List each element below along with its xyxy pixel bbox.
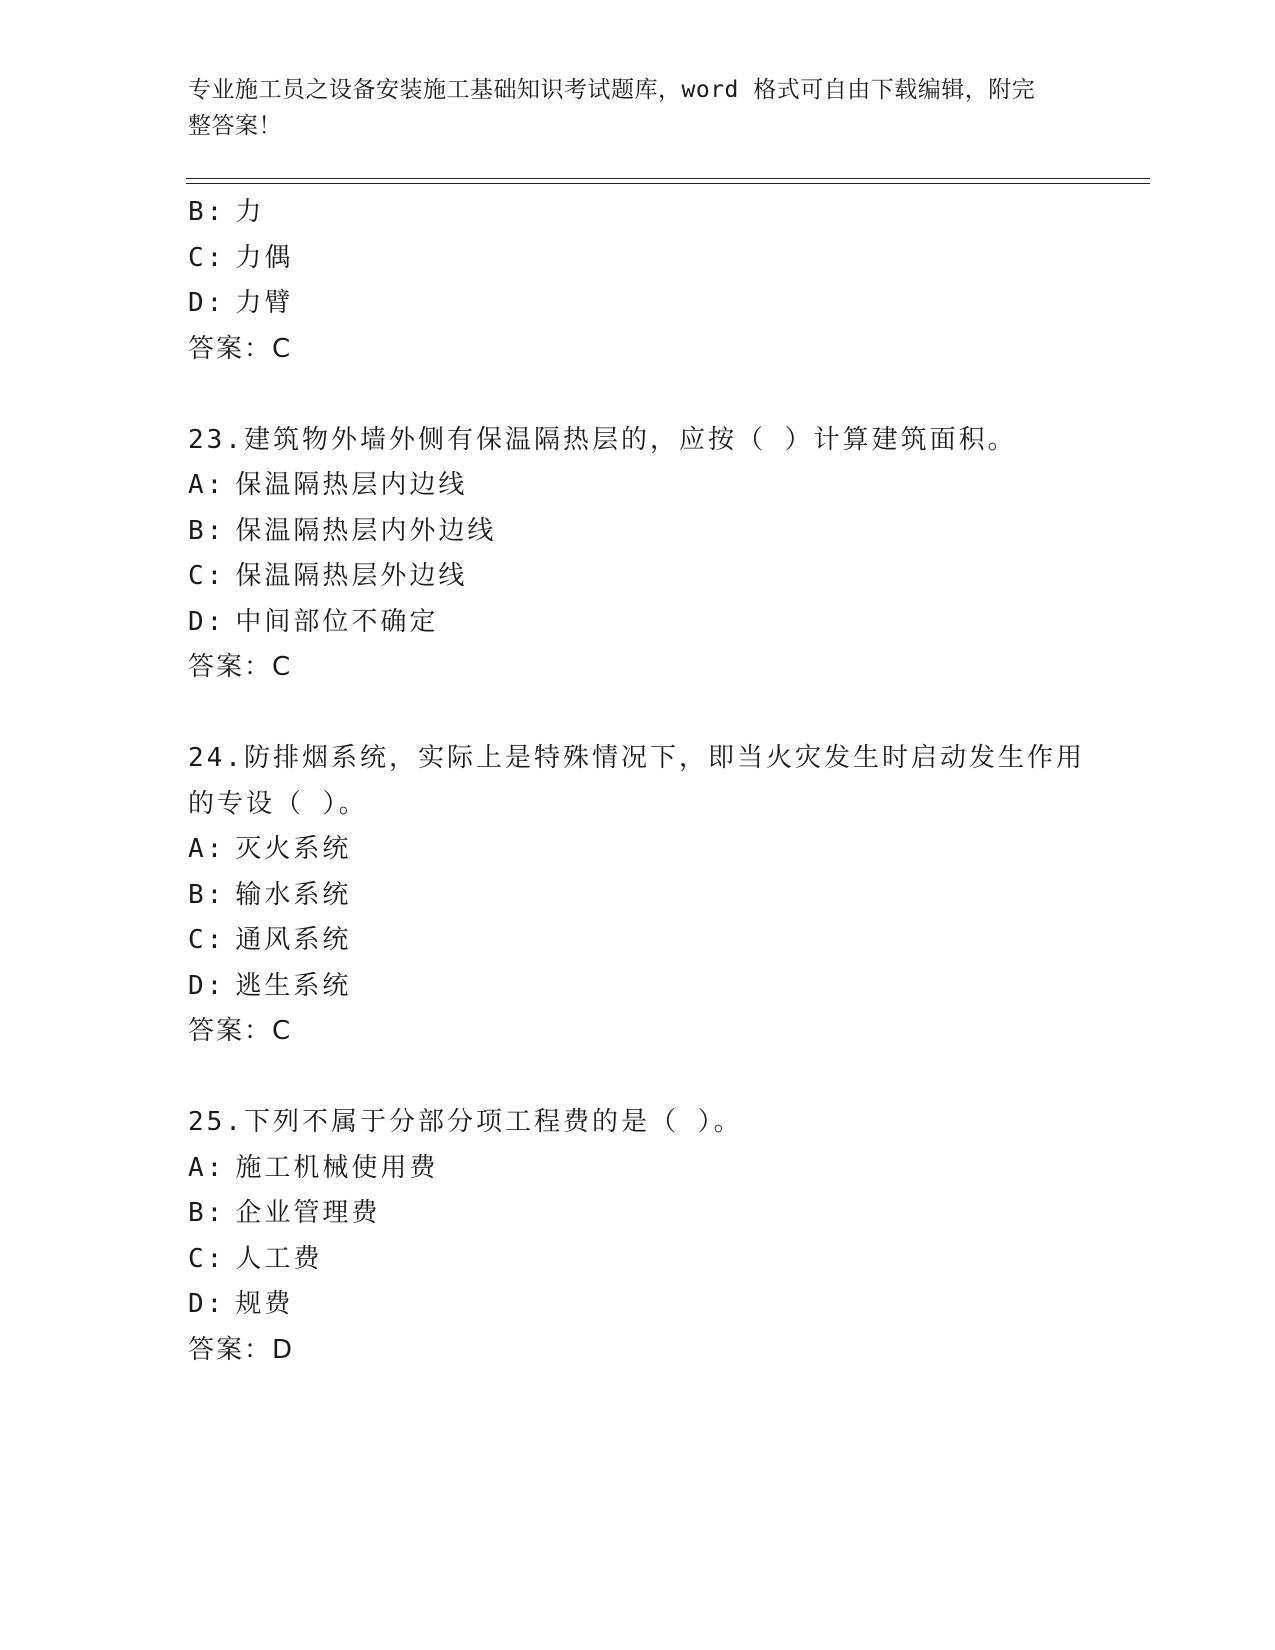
option-text: 企业管理费 [235, 1198, 381, 1228]
option-d [188, 1282, 1088, 1328]
option-text: 灭火系统 [235, 834, 352, 864]
header-line-2: 整答案！ [188, 113, 282, 139]
question-22-continued [188, 190, 1088, 372]
option-a [188, 1146, 1088, 1192]
option-label: B: [188, 1198, 226, 1228]
option-text: 逃生系统 [235, 970, 352, 1001]
question-text: 23.建筑物外墙外侧有保温隔热层的，应按（ ）计算建筑面积。 [188, 424, 1017, 455]
option-label: C: [188, 925, 226, 955]
option-d [188, 600, 1088, 646]
header-divider-bottom [186, 183, 1150, 184]
option-label: A: [188, 470, 226, 500]
option-text: 保温隔热层内边线 [235, 470, 468, 500]
option-b [188, 190, 1088, 236]
spacer [188, 1055, 1088, 1101]
question-25 [188, 1100, 1088, 1373]
document-header [188, 72, 1068, 144]
option-text: 中间部位不确定 [235, 606, 439, 637]
option-text: 施工机械使用费 [235, 1152, 439, 1183]
answer: 答案：C [188, 652, 293, 682]
option-label: D: [188, 288, 226, 318]
option-text: 力 [235, 197, 265, 227]
question-23 [188, 418, 1088, 691]
option-b [188, 1191, 1088, 1237]
option-label: C: [188, 1243, 226, 1274]
option-text: 输水系统 [235, 879, 352, 910]
option-b [188, 873, 1088, 919]
option-a [188, 463, 1088, 509]
option-label: D: [188, 606, 226, 637]
spacer [188, 691, 1088, 737]
option-c [188, 554, 1088, 600]
option-text: 力臂 [235, 288, 294, 318]
option-label: A: [188, 834, 226, 864]
option-label: B: [188, 879, 226, 910]
question-24 [188, 736, 1088, 1055]
option-d [188, 281, 1088, 327]
question-text: 25.下列不属于分部分项工程费的是（ ）。 [188, 1107, 743, 1137]
option-label: D: [188, 970, 226, 1001]
spacer [188, 372, 1088, 418]
option-text: 力偶 [235, 242, 294, 273]
option-text: 人工费 [235, 1243, 323, 1274]
option-text: 保温隔热层外边线 [235, 561, 468, 591]
option-c [188, 1237, 1088, 1283]
option-label: B: [188, 515, 226, 546]
option-label: C: [188, 561, 226, 591]
header-line-1: 专业施工员之设备安装施工基础知识考试题库，word 格式可自由下载编辑，附完 [188, 77, 1036, 103]
answer: 答案：D [188, 1334, 295, 1365]
question-list [188, 190, 1088, 1373]
option-text: 规费 [235, 1289, 294, 1319]
option-label: A: [188, 1152, 226, 1183]
option-b [188, 509, 1088, 555]
question-text-line-2: 的专设（ ）。 [188, 788, 368, 819]
answer: 答案：C [188, 333, 293, 364]
question-text-line-1: 24.防排烟系统，实际上是特殊情况下，即当火灾发生时启动发生作用 [188, 743, 1085, 773]
option-label: C: [188, 242, 226, 273]
option-c [188, 236, 1088, 282]
option-d [188, 964, 1088, 1010]
option-text: 保温隔热层内外边线 [235, 515, 497, 546]
answer: 答案：C [188, 1016, 293, 1046]
header-divider-top [186, 178, 1150, 179]
option-label: D: [188, 1289, 226, 1319]
option-c [188, 918, 1088, 964]
option-text: 通风系统 [235, 925, 352, 955]
option-a [188, 827, 1088, 873]
option-label: B: [188, 197, 226, 227]
